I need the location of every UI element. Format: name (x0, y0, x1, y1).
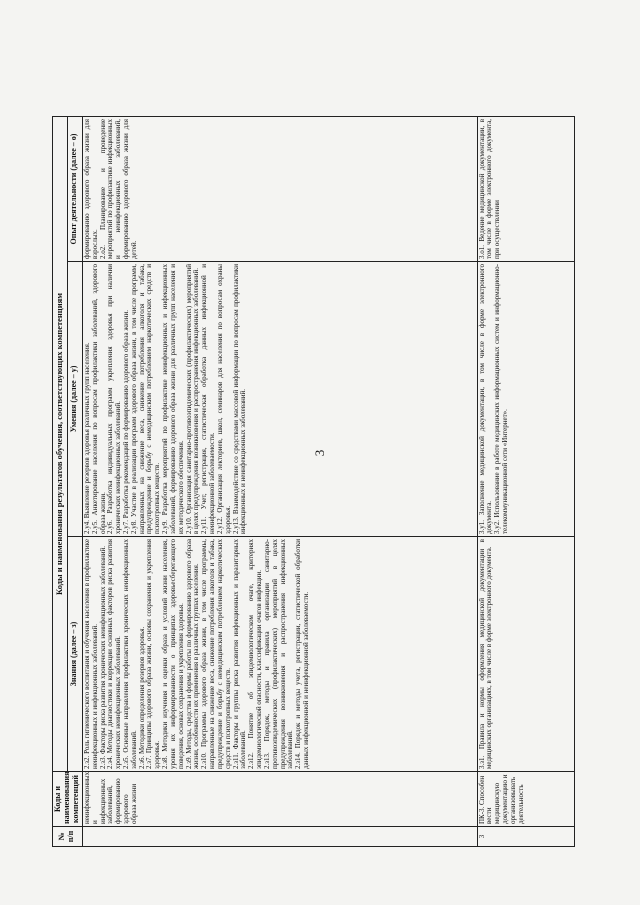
knowledge-cell (477, 537, 574, 772)
skill-item: 2.у11. Учет, регистрация, статистическая обработка данных инфекционной и неинфекционной заболеваемости. (200, 264, 217, 534)
experience-item: 3.о1. Ведение медицинской документации, в том числе в форме электронного документа, при осуществлении (477, 118, 502, 259)
header-skills: Умения (далее – у) (68, 262, 83, 537)
row-num (82, 827, 477, 847)
competency-code: неинфекционных и инфекционных заболеваний, формированию здорового образа жизни (82, 772, 477, 827)
header-experience: Опыт деятельности (далее – о) (68, 116, 83, 261)
skill-item: 2.у7. Разработка рекомендаций по формированию здорового образа жизни. (122, 310, 130, 534)
knowledge-item: 2.з11. Факторы и группы риска развития инфекционных и паразитарных заболеваний. (231, 539, 248, 769)
skill-item: 2.у13. Взаимодействие со средствами массовой информации по вопросам профилактики инфекционных и неинфекционных заболеваний. (231, 264, 248, 534)
knowledge-item: 2.з3. Факторы риска развития хронических неинфекционных заболеваний. (98, 546, 107, 769)
skill-item: 2.у8. Участие в реализации программ здорового образа жизни, в том числе программ, направленных на снижение веса, снижение потребления алкоголя и табака, предупреждение и борьбу с немедицинским потреблением наркотических средств и психотропных веществ. (129, 264, 162, 534)
experience-cell (477, 116, 574, 261)
knowledge-item: 2.з7. Принципы здорового образа жизни, основы сохранения и укрепления здоровья. (145, 539, 162, 769)
experience-item: 2.о2. Планирование и проведение мероприятий по профилактике инфекционных и неинфекционных заболеваний, формированию здорового образа жизни для детей. (98, 118, 138, 259)
knowledge-item: 2.з4. Методы диагностики и коррекции основных факторов риска развития хронических неинфекционных заболеваний. (106, 539, 123, 769)
header-results: Коды и наименования результатов обучения, соответствующих компетенциям (53, 116, 68, 771)
knowledge-item: 3.з1. Правила и нормы оформления медицинской документации в медицинских организациях, в том числе в форме электронного документа. (477, 539, 494, 769)
page-number: 3 (312, 449, 327, 457)
table-row (82, 116, 477, 846)
skill-item: 2.у6. Разработка индивидуальных программ укрепления здоровья при наличии хронических неинфекционных заболеваний. (106, 264, 123, 534)
skill-item: 2.у5. Анкетирование населения по вопросам профилактики заболеваний, здорового образа жизни. (90, 264, 107, 534)
experience-cell (82, 116, 477, 261)
knowledge-item: 2.з10. Программы здорового образа жизни, в том числе программы, направленные на снижение веса, снижение потребления алкоголя и табака, предупреждение и борьбу с немедицинским потреблением наркотических средств и психотропных веществ. (200, 539, 232, 769)
table-row (477, 116, 574, 846)
skill-item: 2.у12. Организация лекториев, школ, семинаров для населения по вопросам охраны здоровья. (215, 264, 232, 534)
skill-item: 3.у2. Использование в работе медицинских информационных систем и информационно-телекоммуникационной сети «Интернет». (493, 264, 509, 534)
experience-item: формированию здорового образа жизни для взрослых. (82, 118, 99, 259)
knowledge-item: 2.з14. Порядок и методы учета, регистрации, статистической обработки данных инфекционной и неинфекционной заболеваемости. (294, 539, 311, 769)
header-codes: Коды и наименования компетенций (53, 772, 83, 827)
rotated-table-wrapper (52, 117, 572, 847)
knowledge-item: 2.з13. Порядок, методы и правила организации санитарно-противоэпидемических (профилактических) мероприятий в целях предупреждения возникновения и распространения инфекционных заболеваний. (262, 539, 295, 769)
skill-item: 2.у4. Выявление резервов здоровья различных групп населения. (82, 342, 91, 534)
row-num: 3 (477, 827, 574, 847)
knowledge-cell (82, 537, 477, 772)
knowledge-item: 2.з9. Методы, средства и формы работы по формированию здорового образа жизни, особенности их применения в различных группах населения. (184, 539, 201, 769)
header-num: № п/п (53, 827, 83, 847)
skills-cell (82, 262, 477, 537)
skill-item: 2.у9. Разработка мероприятий по профилактике неинфекционных и инфекционных заболеваний, формированию здорового образа жизни для различных групп населения и их методического обеспечения. (161, 264, 185, 534)
competency-code: ПК-3. Способен вести медицинскую документацию и организовывать деятельность (477, 772, 574, 827)
knowledge-item: 2.з6. Методики определения резервов здоровья. (137, 626, 146, 769)
skills-cell (477, 262, 574, 537)
knowledge-item: 2.з12. Понятие об эпидемиологическом очаге, критериях эпидемиологической опасности, классификации очагов инфекции. (247, 539, 264, 769)
competencies-table (52, 116, 575, 847)
knowledge-item: 2.з2. Роль гигиенического воспитания и обучения населения в профилактике неинфекционных и инфекционных заболеваний. (82, 539, 99, 769)
knowledge-item: 2.з8. Методики изучения и оценки образа и условий жизни населения, уровня их информированности о принципах здоровьесберегающего поведения, основах сохранения и укрепления здоровья. (161, 539, 185, 769)
knowledge-item: 2.з5. Основные направления профилактики хронических неинфекционных заболеваний. (122, 539, 138, 769)
skill-item: 2.у10. Организация санитарно-противоэпидемических (профилактических) мероприятий в целях предупреждения возникновения и распространения инфекционных заболеваний. (184, 264, 201, 534)
skill-item: 3.у1. Заполнение медицинской документации, в том числе в форме электронного документа. (477, 264, 494, 534)
header-knowledge: Знания (далее – з) (68, 537, 83, 772)
